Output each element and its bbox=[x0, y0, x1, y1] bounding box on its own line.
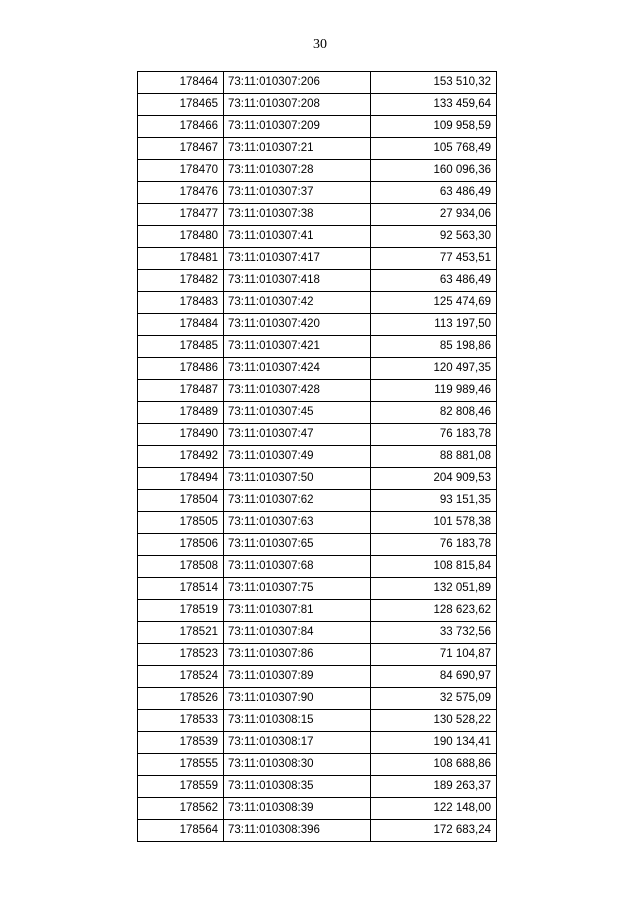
cadastral-number-cell: 73:11:010307:38 bbox=[224, 204, 371, 226]
cadastral-number-cell: 73:11:010307:86 bbox=[224, 644, 371, 666]
table-row bbox=[138, 358, 497, 380]
table-row bbox=[138, 248, 497, 270]
record-id-cell: 178476 bbox=[138, 182, 224, 204]
cadastral-number-cell: 73:11:010308:17 bbox=[224, 732, 371, 754]
cadastral-number-cell: 73:11:010307:209 bbox=[224, 116, 371, 138]
table-row bbox=[138, 820, 497, 842]
value-cell: 133 459,64 bbox=[371, 94, 497, 116]
cadastral-number-cell: 73:11:010307:49 bbox=[224, 446, 371, 468]
cadastral-number-cell: 73:11:010307:45 bbox=[224, 402, 371, 424]
value-cell: 128 623,62 bbox=[371, 600, 497, 622]
record-id-cell: 178490 bbox=[138, 424, 224, 446]
cadastral-number-cell: 73:11:010307:42 bbox=[224, 292, 371, 314]
table-row bbox=[138, 754, 497, 776]
record-id-cell: 178487 bbox=[138, 380, 224, 402]
value-cell: 33 732,56 bbox=[371, 622, 497, 644]
value-cell: 125 474,69 bbox=[371, 292, 497, 314]
record-id-cell: 178494 bbox=[138, 468, 224, 490]
record-id-cell: 178514 bbox=[138, 578, 224, 600]
cadastral-number-cell: 73:11:010307:89 bbox=[224, 666, 371, 688]
value-cell: 132 051,89 bbox=[371, 578, 497, 600]
record-id-cell: 178485 bbox=[138, 336, 224, 358]
value-cell: 77 453,51 bbox=[371, 248, 497, 270]
value-cell: 84 690,97 bbox=[371, 666, 497, 688]
cadastral-number-cell: 73:11:010308:35 bbox=[224, 776, 371, 798]
table-row bbox=[138, 314, 497, 336]
value-cell: 122 148,00 bbox=[371, 798, 497, 820]
record-id-cell: 178483 bbox=[138, 292, 224, 314]
table-row bbox=[138, 160, 497, 182]
record-id-cell: 178526 bbox=[138, 688, 224, 710]
cadastral-number-cell: 73:11:010307:208 bbox=[224, 94, 371, 116]
table-row bbox=[138, 534, 497, 556]
record-id-cell: 178524 bbox=[138, 666, 224, 688]
table-row bbox=[138, 556, 497, 578]
value-cell: 82 808,46 bbox=[371, 402, 497, 424]
cadastral-number-cell: 73:11:010307:63 bbox=[224, 512, 371, 534]
record-id-cell: 178481 bbox=[138, 248, 224, 270]
value-cell: 88 881,08 bbox=[371, 446, 497, 468]
value-cell: 160 096,36 bbox=[371, 160, 497, 182]
value-cell: 172 683,24 bbox=[371, 820, 497, 842]
record-id-cell: 178465 bbox=[138, 94, 224, 116]
value-cell: 153 510,32 bbox=[371, 72, 497, 94]
record-id-cell: 178562 bbox=[138, 798, 224, 820]
record-id-cell: 178492 bbox=[138, 446, 224, 468]
record-id-cell: 178466 bbox=[138, 116, 224, 138]
record-id-cell: 178555 bbox=[138, 754, 224, 776]
cadastral-number-cell: 73:11:010307:41 bbox=[224, 226, 371, 248]
record-id-cell: 178539 bbox=[138, 732, 224, 754]
table-row bbox=[138, 226, 497, 248]
value-cell: 119 989,46 bbox=[371, 380, 497, 402]
table-row bbox=[138, 578, 497, 600]
record-id-cell: 178506 bbox=[138, 534, 224, 556]
cadastral-number-cell: 73:11:010307:84 bbox=[224, 622, 371, 644]
record-id-cell: 178559 bbox=[138, 776, 224, 798]
table-row bbox=[138, 732, 497, 754]
table-row bbox=[138, 798, 497, 820]
cadastral-number-cell: 73:11:010307:424 bbox=[224, 358, 371, 380]
cadastral-number-cell: 73:11:010307:37 bbox=[224, 182, 371, 204]
table-row bbox=[138, 116, 497, 138]
page-number: 30 bbox=[313, 37, 327, 52]
record-id-cell: 178477 bbox=[138, 204, 224, 226]
value-cell: 113 197,50 bbox=[371, 314, 497, 336]
record-id-cell: 178467 bbox=[138, 138, 224, 160]
cadastral-number-cell: 73:11:010307:90 bbox=[224, 688, 371, 710]
value-cell: 189 263,37 bbox=[371, 776, 497, 798]
record-id-cell: 178519 bbox=[138, 600, 224, 622]
table-row bbox=[138, 490, 497, 512]
value-cell: 101 578,38 bbox=[371, 512, 497, 534]
record-id-cell: 178505 bbox=[138, 512, 224, 534]
table-row bbox=[138, 94, 497, 116]
record-id-cell: 178470 bbox=[138, 160, 224, 182]
cadastral-number-cell: 73:11:010307:50 bbox=[224, 468, 371, 490]
table-row bbox=[138, 402, 497, 424]
table-row bbox=[138, 270, 497, 292]
record-id-cell: 178508 bbox=[138, 556, 224, 578]
table-row bbox=[138, 138, 497, 160]
table-row bbox=[138, 204, 497, 226]
cadastral-number-cell: 73:11:010307:81 bbox=[224, 600, 371, 622]
value-cell: 105 768,49 bbox=[371, 138, 497, 160]
value-cell: 130 528,22 bbox=[371, 710, 497, 732]
value-cell: 120 497,35 bbox=[371, 358, 497, 380]
value-cell: 63 486,49 bbox=[371, 182, 497, 204]
table-row bbox=[138, 336, 497, 358]
value-cell: 85 198,86 bbox=[371, 336, 497, 358]
record-id-cell: 178504 bbox=[138, 490, 224, 512]
table-row bbox=[138, 182, 497, 204]
cadastral-number-cell: 73:11:010307:428 bbox=[224, 380, 371, 402]
record-id-cell: 178533 bbox=[138, 710, 224, 732]
cadastral-number-cell: 73:11:010307:420 bbox=[224, 314, 371, 336]
cadastral-number-cell: 73:11:010307:75 bbox=[224, 578, 371, 600]
record-id-cell: 178484 bbox=[138, 314, 224, 336]
cadastral-number-cell: 73:11:010307:418 bbox=[224, 270, 371, 292]
value-cell: 63 486,49 bbox=[371, 270, 497, 292]
cadastral-number-cell: 73:11:010307:62 bbox=[224, 490, 371, 512]
cadastral-number-cell: 73:11:010307:65 bbox=[224, 534, 371, 556]
record-id-cell: 178523 bbox=[138, 644, 224, 666]
cadastral-number-cell: 73:11:010308:396 bbox=[224, 820, 371, 842]
value-cell: 190 134,41 bbox=[371, 732, 497, 754]
table-row bbox=[138, 710, 497, 732]
value-cell: 108 688,86 bbox=[371, 754, 497, 776]
cadastral-number-cell: 73:11:010307:206 bbox=[224, 72, 371, 94]
cadastral-number-cell: 73:11:010307:47 bbox=[224, 424, 371, 446]
table-row bbox=[138, 644, 497, 666]
table-row bbox=[138, 512, 497, 534]
record-id-cell: 178564 bbox=[138, 820, 224, 842]
table-row bbox=[138, 622, 497, 644]
table-row bbox=[138, 776, 497, 798]
table-row bbox=[138, 600, 497, 622]
value-cell: 71 104,87 bbox=[371, 644, 497, 666]
record-id-cell: 178489 bbox=[138, 402, 224, 424]
table-row bbox=[138, 380, 497, 402]
table-row bbox=[138, 424, 497, 446]
value-cell: 76 183,78 bbox=[371, 534, 497, 556]
value-cell: 108 815,84 bbox=[371, 556, 497, 578]
data-table bbox=[137, 71, 497, 842]
table-body bbox=[138, 72, 497, 842]
table-row bbox=[138, 292, 497, 314]
value-cell: 27 934,06 bbox=[371, 204, 497, 226]
table-row bbox=[138, 468, 497, 490]
record-id-cell: 178464 bbox=[138, 72, 224, 94]
value-cell: 109 958,59 bbox=[371, 116, 497, 138]
table-row bbox=[138, 666, 497, 688]
cadastral-number-cell: 73:11:010307:68 bbox=[224, 556, 371, 578]
record-id-cell: 178482 bbox=[138, 270, 224, 292]
cadastral-number-cell: 73:11:010307:421 bbox=[224, 336, 371, 358]
value-cell: 93 151,35 bbox=[371, 490, 497, 512]
value-cell: 32 575,09 bbox=[371, 688, 497, 710]
cadastral-number-cell: 73:11:010308:39 bbox=[224, 798, 371, 820]
value-cell: 92 563,30 bbox=[371, 226, 497, 248]
cadastral-number-cell: 73:11:010307:21 bbox=[224, 138, 371, 160]
cadastral-number-cell: 73:11:010308:15 bbox=[224, 710, 371, 732]
cadastral-number-cell: 73:11:010307:28 bbox=[224, 160, 371, 182]
table-row bbox=[138, 688, 497, 710]
value-cell: 76 183,78 bbox=[371, 424, 497, 446]
record-id-cell: 178521 bbox=[138, 622, 224, 644]
record-id-cell: 178486 bbox=[138, 358, 224, 380]
cadastral-number-cell: 73:11:010307:417 bbox=[224, 248, 371, 270]
value-cell: 204 909,53 bbox=[371, 468, 497, 490]
table-row bbox=[138, 446, 497, 468]
table-row bbox=[138, 72, 497, 94]
record-id-cell: 178480 bbox=[138, 226, 224, 248]
cadastral-number-cell: 73:11:010308:30 bbox=[224, 754, 371, 776]
